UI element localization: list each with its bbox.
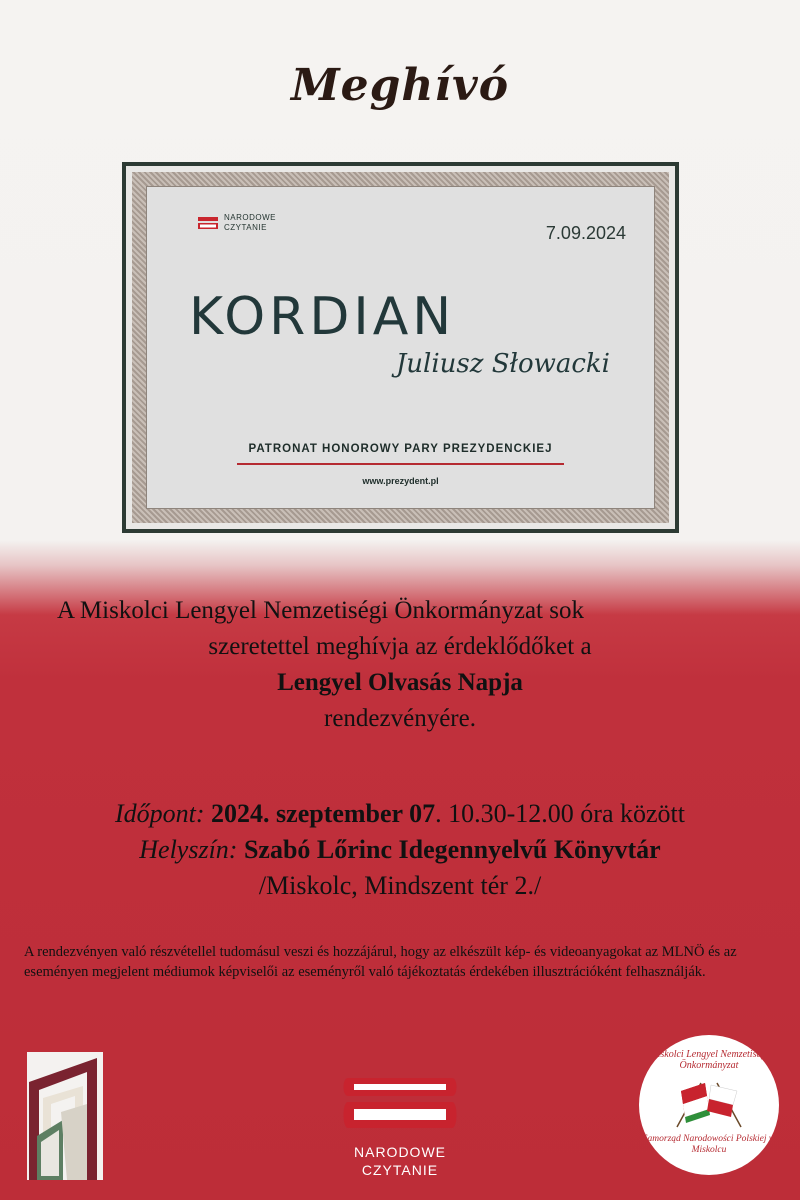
card-date: 7.09.2024 (545, 223, 626, 243)
card-author: Juliusz Słowacki (395, 349, 610, 379)
invitation-line-1: A Miskolci Lengyel Nemzetiségi Önkormányzat sok (57, 597, 584, 624)
book-icon (197, 215, 219, 231)
invitation-line-2: szeretettel meghívja az érdeklődőket a (208, 633, 592, 660)
address-row: /Miskolc, Mindszent tér 2./ (258, 871, 542, 900)
card-patronage: PATRONAT HONOROWY PARY PREZYDENCKIEJ (248, 443, 553, 455)
center-logo-line1: NARODOWE (354, 1144, 446, 1160)
event-card (122, 162, 679, 533)
card-url: www.prezydent.pl (362, 476, 439, 486)
event-details (0, 796, 800, 904)
invitation-line-4: rendezvényére. (324, 705, 476, 732)
narodowe-czytanie-logo-small (197, 213, 276, 233)
event-date: 2024. szeptember 07 (211, 799, 436, 828)
card-book-title: KORDIAN (189, 287, 456, 347)
organization-seal (639, 1035, 779, 1175)
place-label: Helyszín: (139, 835, 238, 864)
time-row (0, 796, 800, 832)
card-logo-line1: NARODOWE (224, 213, 276, 222)
page-title: Meghívó (290, 60, 510, 111)
seal-top-text: Miskolci Lengyel Nemzetiségi Önkormányzat (649, 1049, 769, 1071)
seal-bottom-text: Samorząd Narodowości Polskiej w Miskolcu (642, 1134, 776, 1155)
book-icon (340, 1072, 460, 1134)
time-label: Időpont: (115, 799, 205, 828)
event-place: Szabó Lőrinc Idegennyelvű Könyvtár (243, 835, 661, 864)
library-logo (27, 1052, 103, 1185)
card-divider (237, 463, 564, 465)
event-name: Lengyel Olvasás Napja (277, 669, 523, 696)
invitation-text (0, 593, 800, 737)
event-time: . 10.30-12.00 óra között (435, 799, 685, 828)
center-logo-line2: CZYTANIE (361, 1162, 439, 1178)
card-logo-line2: CZYTANIE (224, 223, 267, 232)
place-row (0, 832, 800, 868)
narodowe-czytanie-logo (335, 1072, 465, 1179)
crossed-flags-icon (671, 1079, 747, 1129)
privacy-notice: A rendezvényen való részvétellel tudomásul veszi és hozzájárul, hogy az elkészült kép- és videoanyagokat az MLNÖ és az eseményen megjelent médiumok képviselői az eseményről való tájékoztatás érdekében illusztrációként felhasználják. (24, 944, 737, 980)
card-face (146, 186, 655, 509)
